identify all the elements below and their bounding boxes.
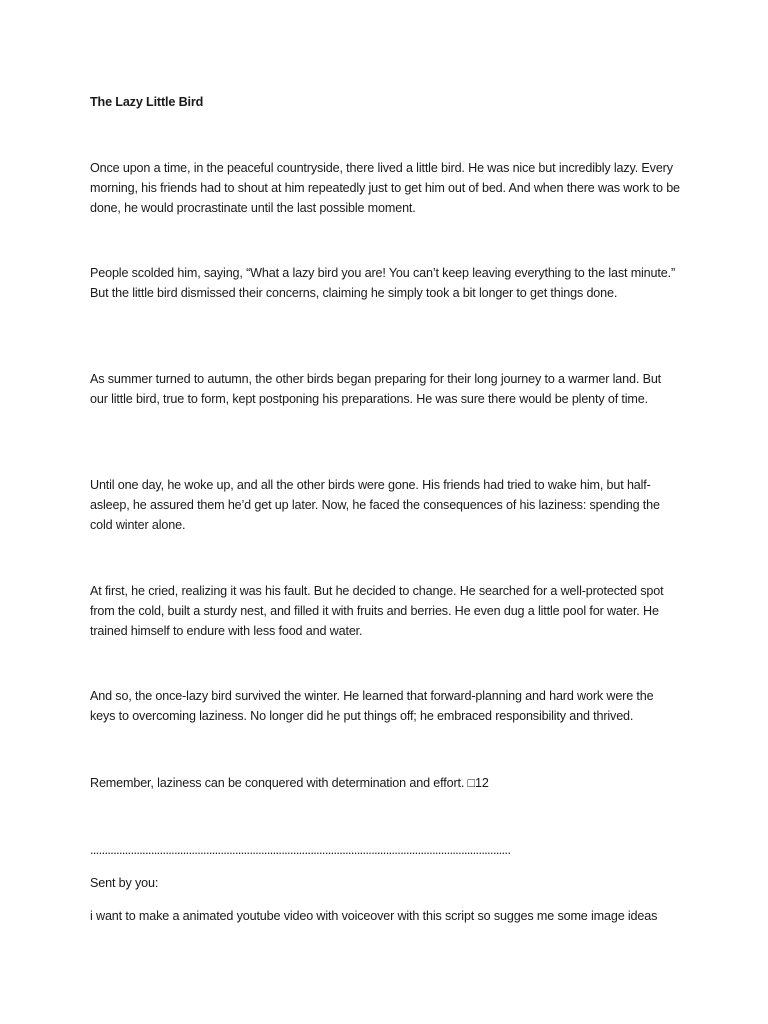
paragraph-5: At first, he cried, realizing it was his fault. But he decided to change. He searched for a well-protected spot from the cold, built a sturdy nest, and filled it with fruits and berries. He even dug a little pool for water. He trained himself to endure with less food and water. bbox=[90, 584, 664, 638]
document-title: The Lazy Little Bird bbox=[90, 95, 204, 109]
paragraph-1: Once upon a time, in the peaceful countryside, there lived a little bird. He was nice but incredibly lazy. Every morning, his friends had to shout at him repeatedly just to get him out of bed. And when there was work to be done, he would procrastinate until the last possible moment. bbox=[90, 161, 680, 215]
paragraph-4: Until one day, he woke up, and all the other birds were gone. His friends had tried to wake him, but half-asleep, he assured them he’d get up later. Now, he faced the consequences of his laziness: spending the cold winter alone. bbox=[90, 478, 660, 532]
closing-line: Remember, laziness can be conquered with determination and effort. □12 bbox=[90, 776, 489, 790]
separator-line: ................................................................................................................................................. bbox=[90, 843, 511, 857]
paragraph-6: And so, the once-lazy bird survived the winter. He learned that forward-planning and hard work were the keys to overcoming laziness. No longer did he put things off; he embraced responsibility and thrived. bbox=[90, 689, 654, 723]
paragraph-3: As summer turned to autumn, the other birds began preparing for their long journey to a warmer land. But our little bird, true to form, kept postponing his preparations. He was sure there would be plenty of time. bbox=[90, 372, 662, 406]
paragraph-2: People scolded him, saying, “What a lazy bird you are! You can’t keep leaving everything to the last minute.” But the little bird dismissed their concerns, claiming he simply took a bit longer to get things done. bbox=[90, 266, 675, 300]
user-message: i want to make a animated youtube video with voiceover with this script so sugges me some image ideas bbox=[90, 909, 658, 923]
sent-by-label: Sent by you: bbox=[90, 876, 159, 890]
